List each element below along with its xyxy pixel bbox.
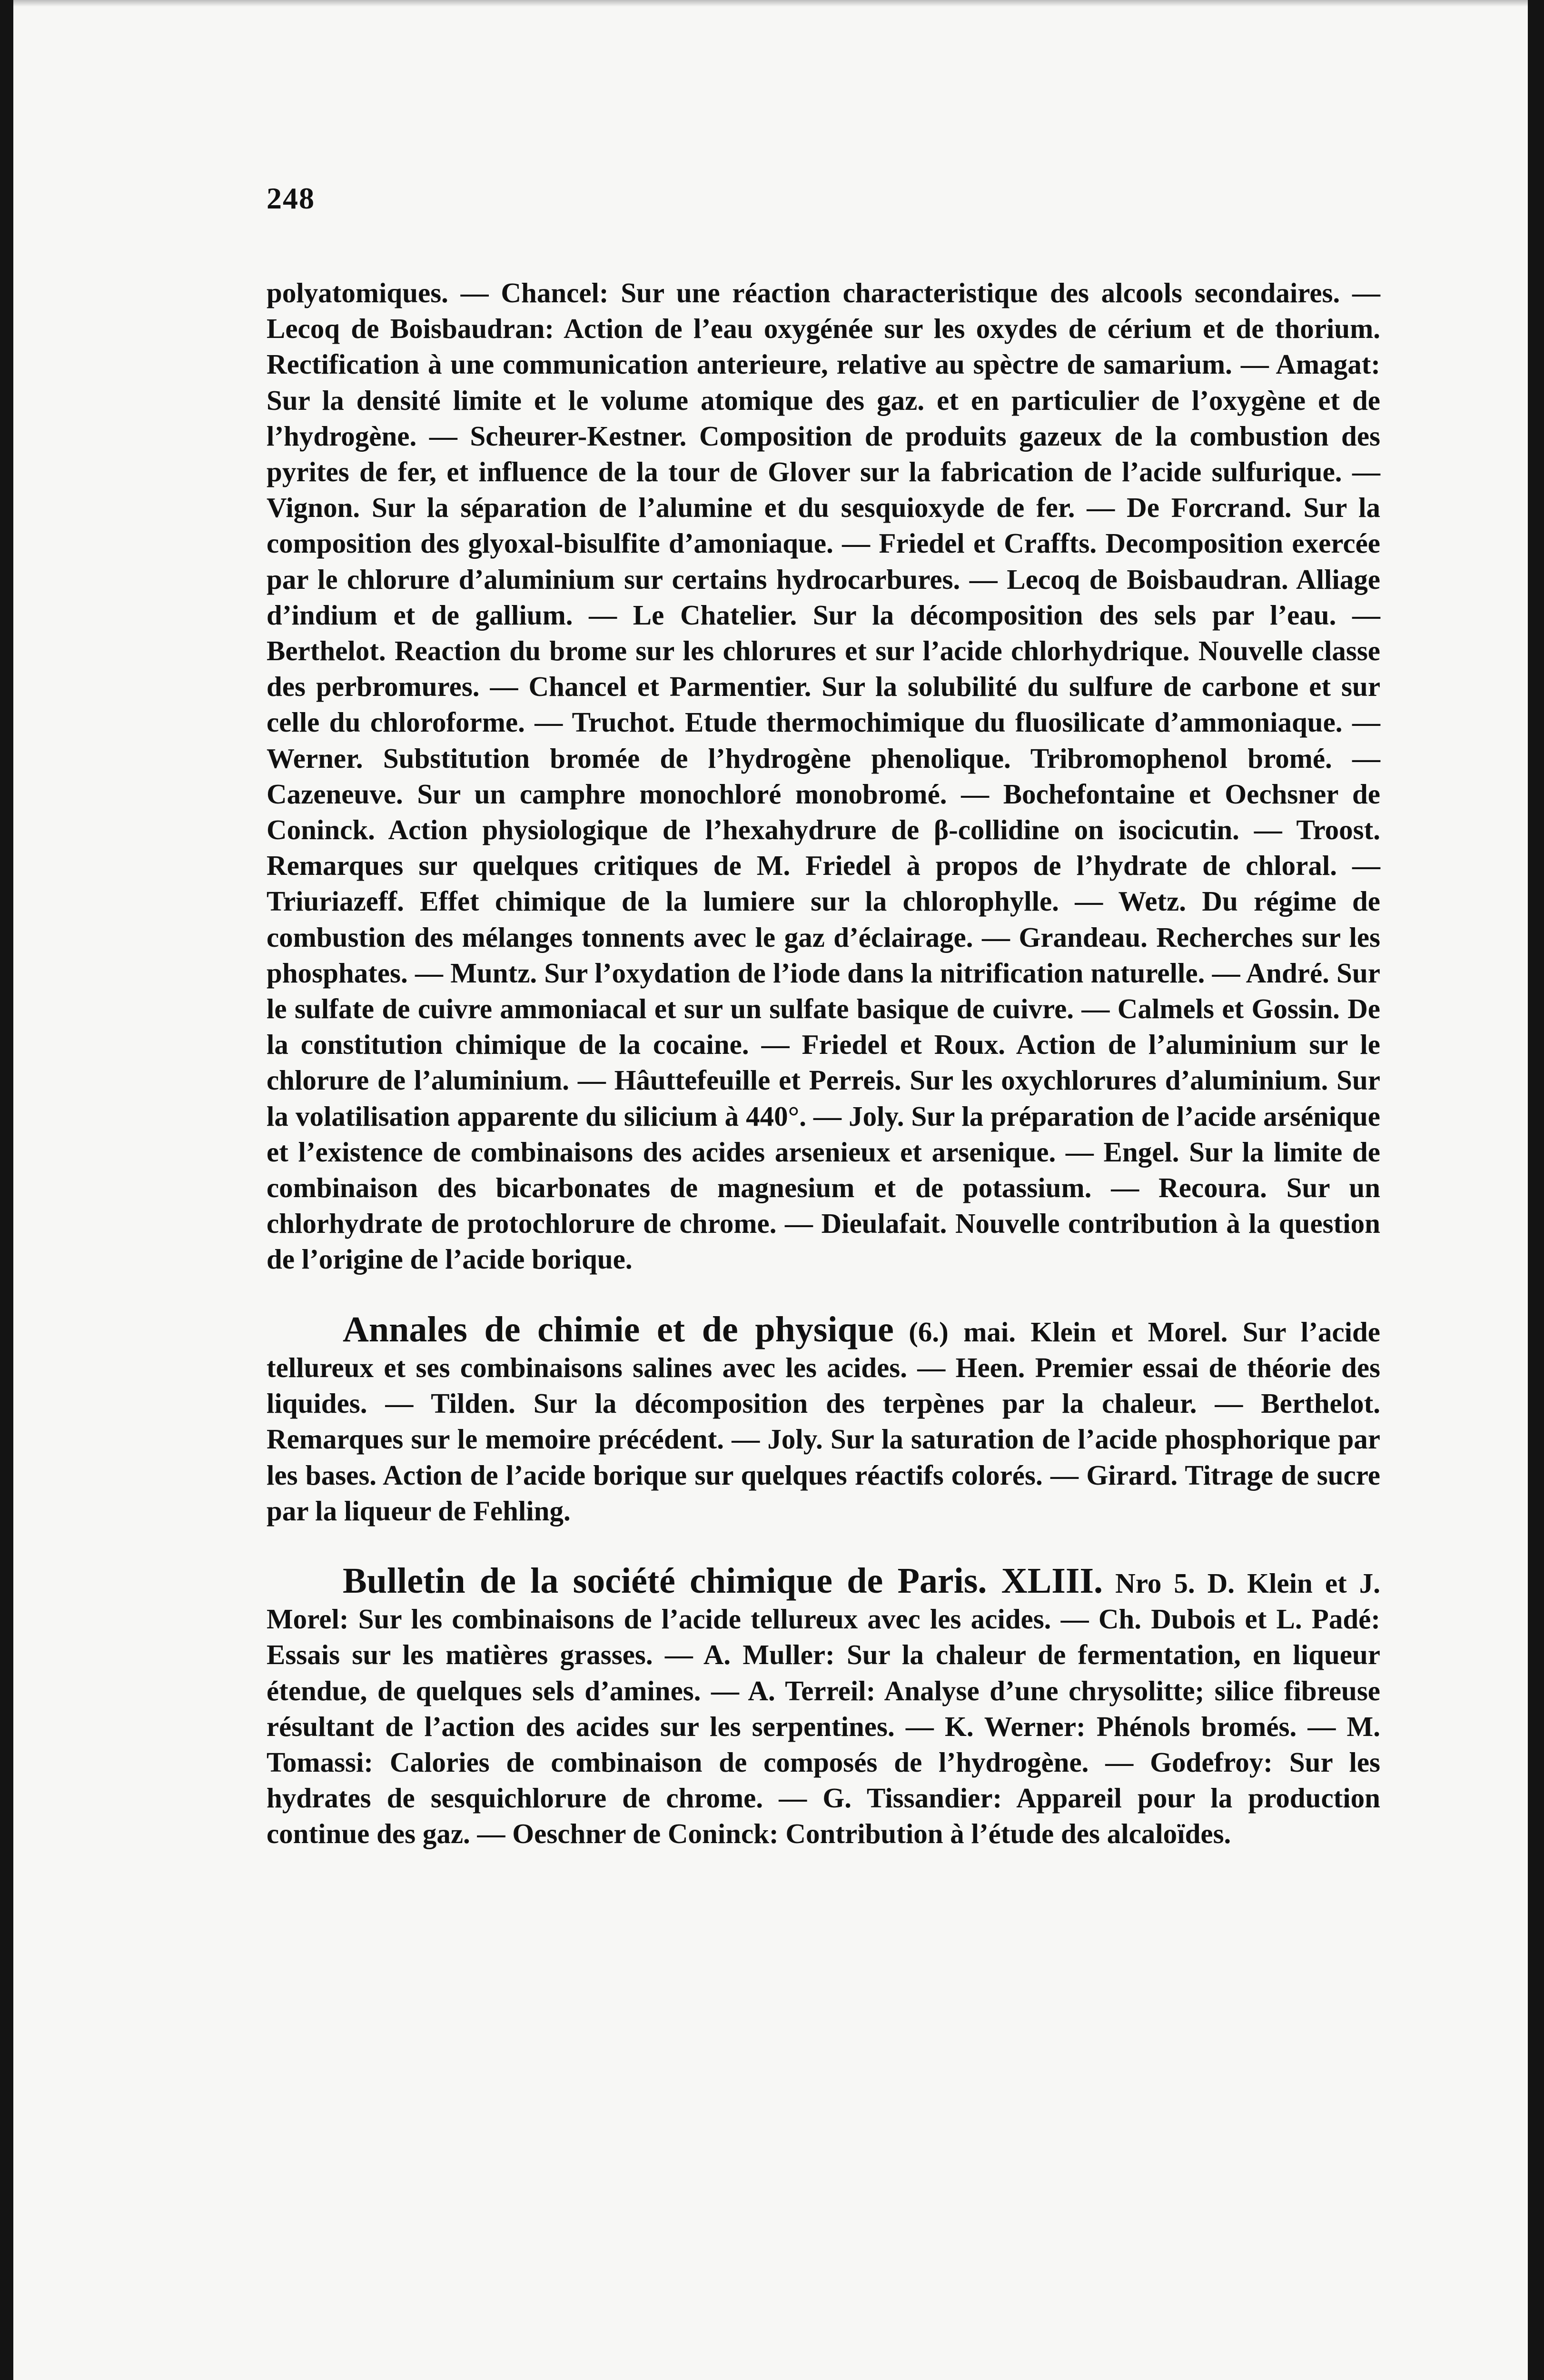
journal-title: Bulletin de la société chimique de Paris. XLIII.: [343, 1560, 1103, 1601]
paragraph-annales: [267, 1309, 1380, 1529]
paragraph-text: Nro 5. D. Klein et J. Morel: Sur les combinaisons de l’acide tellureux avec les acides. — Ch. Dubois et L. Padé: Essais sur les matières grasses. — A. Muller: Sur la chaleur de fermentation, en liqueur étendue, de quelques sels d’amines. — A. Terreil: Analyse d’une chrysolitte; silice fibreuse résultant de l’action des acides sur les serpentines. — K. Werner: Phénols bromés. — M. Tomassi: Calories de combinaison de composés de l’hydrogène. — Godefroy: Sur les hydrates de sesquichlorure de chrome. — G. Tissandier: Appareil pour la production continue des gaz. — Oeschner de Coninck: Contribution à l’étude des alcaloïdes.: [267, 1567, 1380, 1850]
journal-title: Annales de chimie et de physique: [343, 1309, 894, 1349]
page-number: 248: [267, 181, 315, 215]
paragraph-comptes-rendus: [267, 275, 1380, 1278]
paragraph-bulletin: [267, 1560, 1380, 1852]
paragraph-text: polyatomiques. — Chancel: Sur une réaction characteristique des alcools secondaires. — Lecoq de Boisbaudran: Action de l’eau oxygénée sur les oxydes de cérium et de thorium. Rectification à une communication anterieure, relative au spèctre de samarium. — Amagat: Sur la densité limite et le volume atomique des gaz. et en particulier de l’oxygène et de l’hydrogène. — Scheurer-Kestner. Composition de produits gazeux de la combustion des pyrites de fer, et influence de la tour de Glover sur la fabrication de l’acide sulfurique. — Vignon. Sur la séparation de l’alumine et du sesquioxyde de fer. — De Forcrand. Sur la composition des glyoxal-bisulfite d’amoniaque. — Friedel et Craffts. Decomposition exercée par le chlorure d’aluminium sur certains hydrocarbures. — Lecoq de Boisbaudran. Alliage d’indium et de gallium. — Le Chatelier. Sur la décomposition des sels par l’eau. — Berthelot. Reaction du brome sur les chlorures et sur l’acide chlorhydrique. Nouvelle classe des perbromures. — Chancel et Parmentier. Sur la solubilité du sulfure de carbone et sur celle du chloroforme. — Truchot. Etude thermochimique du fluosilicate d’ammoniaque. — Werner. Substitution bromée de l’hydrogène phenolique. Tribromophenol bromé. — Cazeneuve. Sur un camphre monochloré monobromé. — Bochefontaine et Oechsner de Coninck. Action physiologique de l’hexahydrure de β-collidine on isocicutin. — Troost. Remarques sur quelques critiques de M. Friedel à propos de l’hydrate de chloral. — Triuriazeff. Effet chimique de la lumiere sur la chlorophylle. — Wetz. Du régime de combustion des mélanges tonnents avec le gaz d’éclairage. — Grandeau. Recherches sur les phosphates. — Muntz. Sur l’oxydation de l’iode dans la nitrification naturelle. — André. Sur le sulfate de cuivre ammoniacal et sur un sulfate basique de cuivre. — Calmels et Gossin. De la constitution chimique de la cocaine. — Friedel et Roux. Action de l’aluminium sur le chlorure de l’aluminium. — Hâuttefeuille et Perreis. Sur les oxychlorures d’aluminium. Sur la volatilisation apparente du silicium à 440°. — Joly. Sur la préparation de l’acide arsénique et l’existence de combinaisons des acides arsenieux et arsenique. — Engel. Sur la limite de combinaison des bicarbonates de magnesium et de potassium. — Recoura. Sur un chlorhydrate de protochlorure de chrome. — Dieulafait. Nouvelle contribution à la question de l’origine de l’acide borique.: [267, 277, 1380, 1275]
paragraph-text: (6.) mai. Klein et Morel. Sur l’acide tellureux et ses combinaisons salines avec les acides. — Heen. Premier essai de théorie des liquides. — Tilden. Sur la décomposition des terpènes par la chaleur. — Berthelot. Remarques sur le memoire précédent. — Joly. Sur la saturation de l’acide phosphorique par les bases. Action de l’acide borique sur quelques réactifs colorés. — Girard. Titrage de sucre par la liqueur de Fehling.: [267, 1316, 1380, 1527]
scan-border-left: [0, 0, 13, 2380]
scan-shadow-top: [13, 0, 1528, 7]
scan-border-right: [1528, 0, 1544, 2380]
page-body: [267, 275, 1380, 1852]
